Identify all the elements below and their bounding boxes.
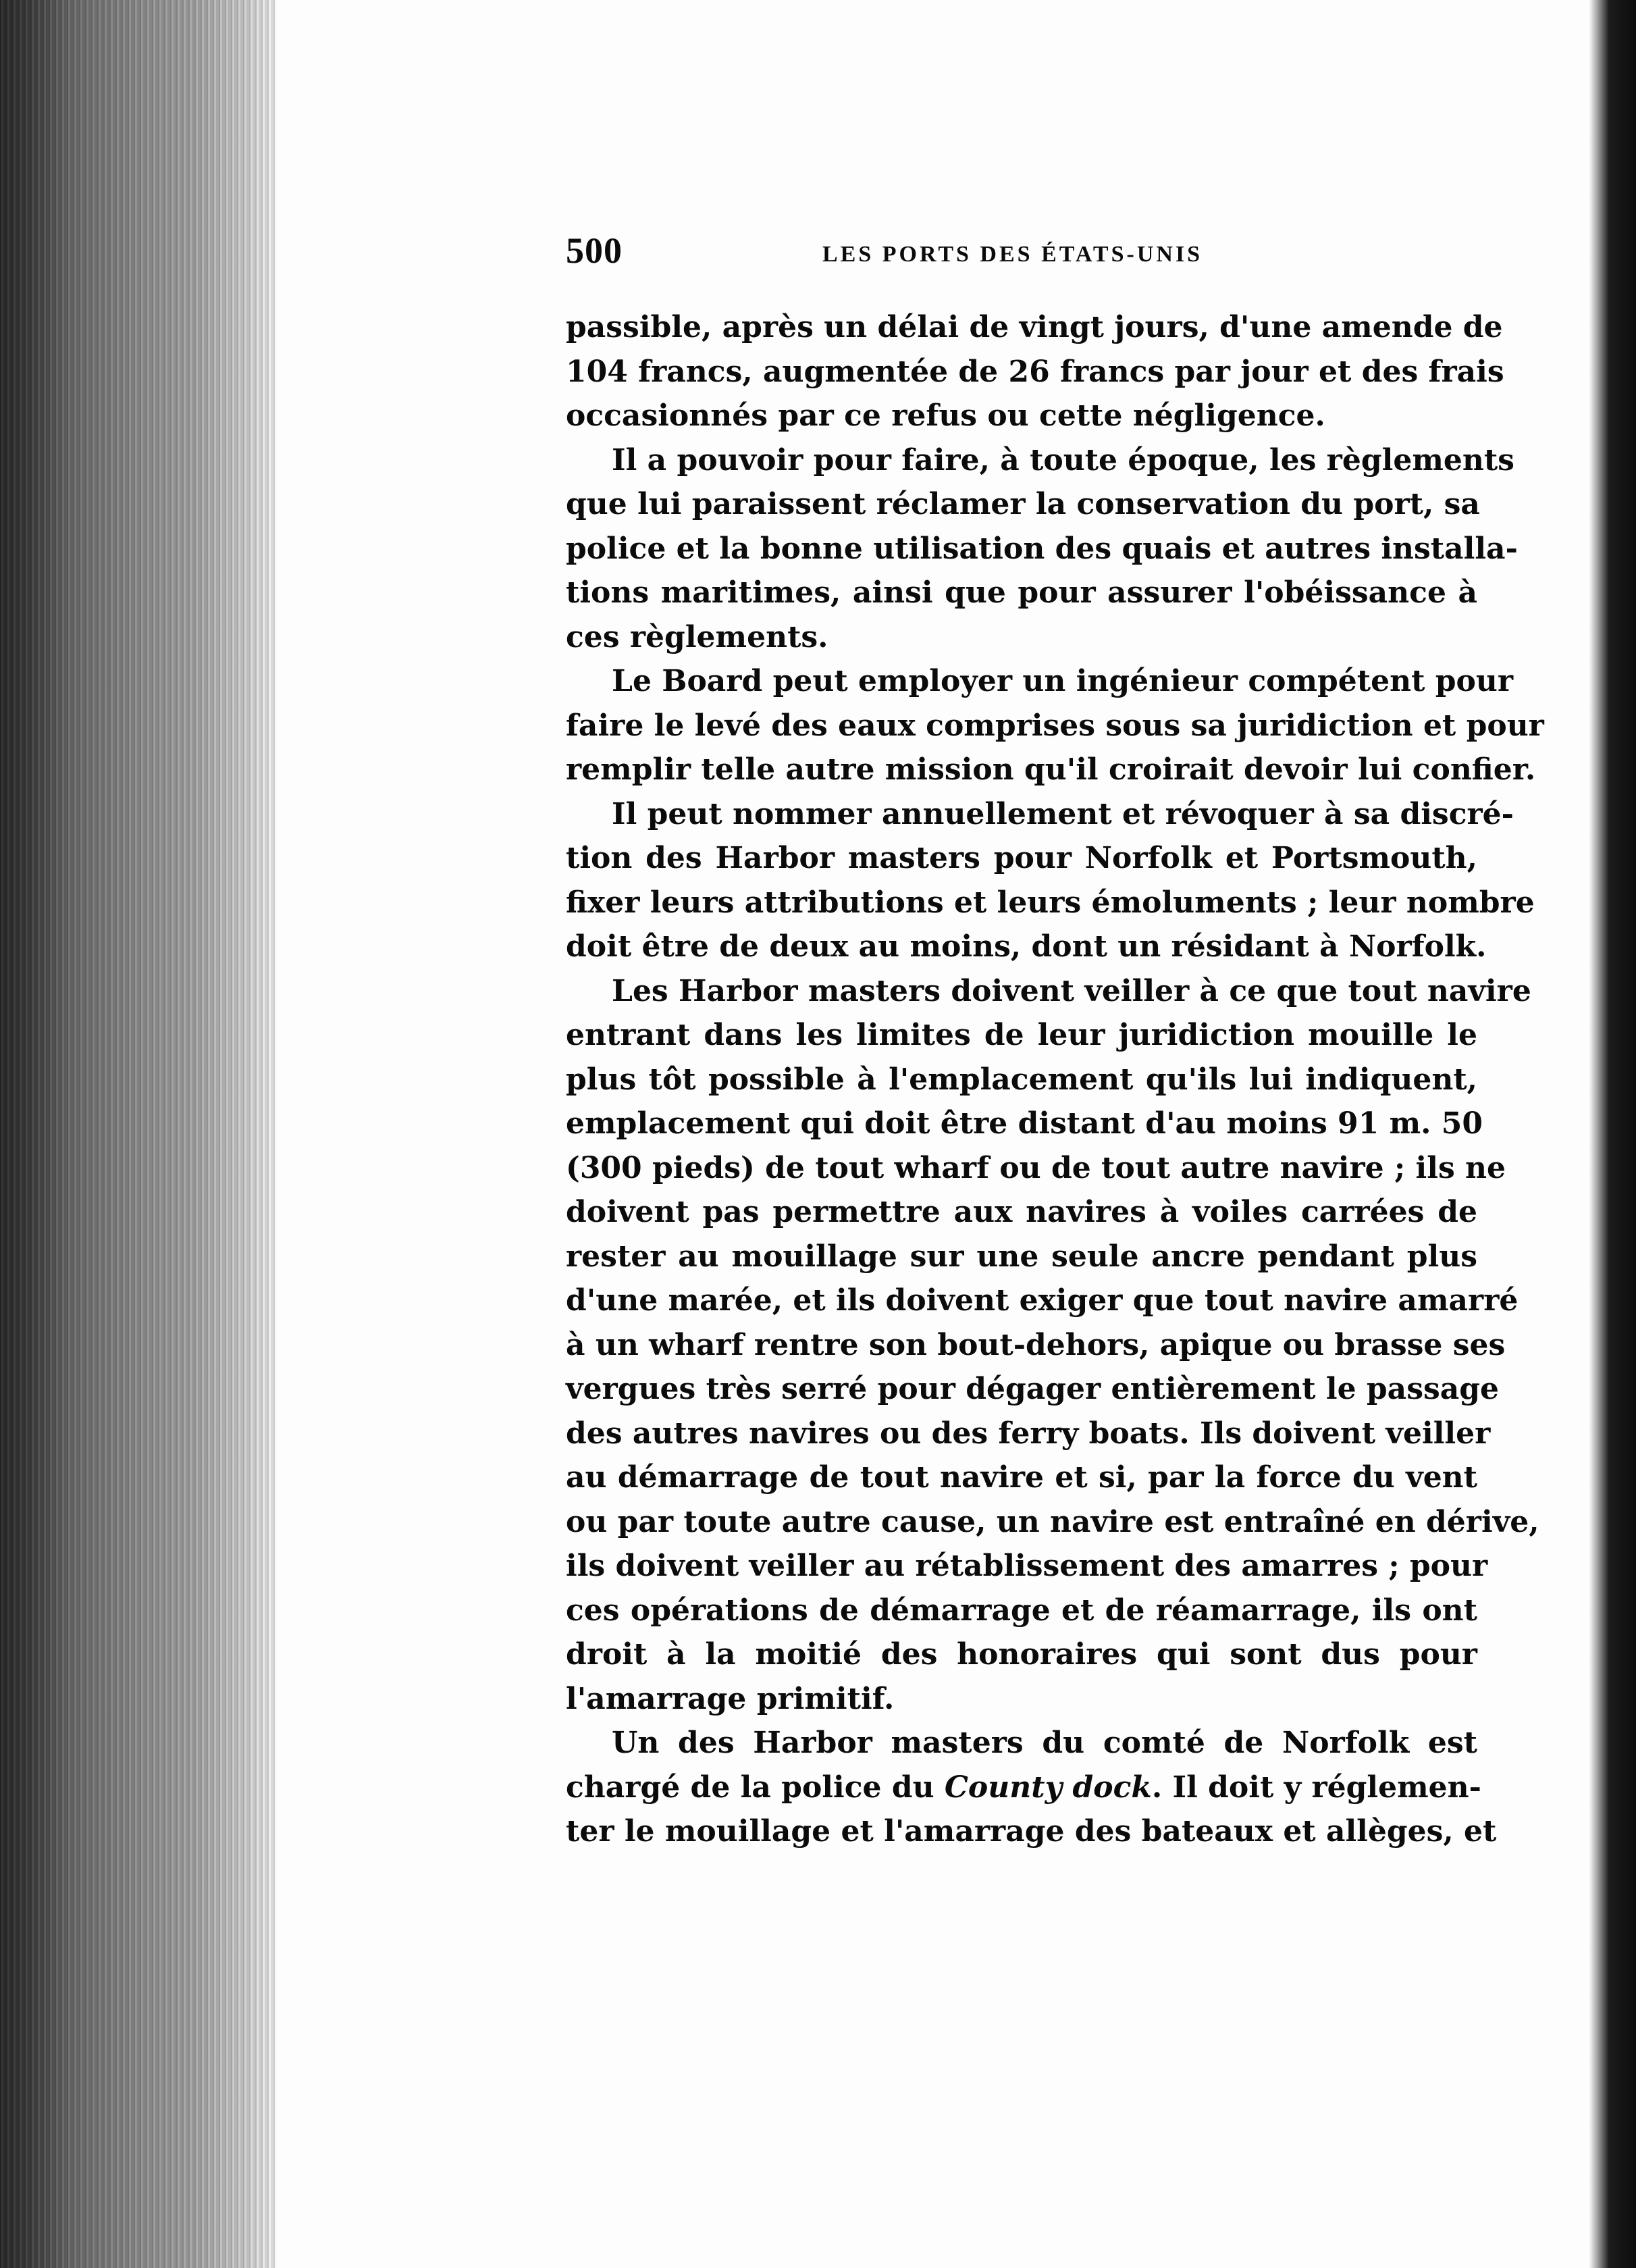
text-line: faire le levé des eaux comprises sous sa juridiction et pour xyxy=(566,708,1544,743)
text-line: l'amarrage primitif. xyxy=(566,1681,895,1716)
body-text xyxy=(566,305,1544,1854)
paragraph-4 xyxy=(566,792,1535,969)
text-line: ces règlements. xyxy=(566,619,828,654)
text-line: ces opérations de démarrage et de réamarrage, ils ont xyxy=(566,1593,1477,1628)
running-title: LES PORTS DES ÉTATS-UNIS xyxy=(822,242,1203,267)
text-line: ils doivent veiller au rétablissement des amarres ; pour xyxy=(566,1549,1488,1583)
text-line: au démarrage de tout navire et si, par la force du vent xyxy=(566,1460,1477,1495)
text-line: ter le mouillage et l'amarrage des bateaux et allèges, et xyxy=(566,1814,1497,1849)
text-line: doit être de deux au moins, dont un résidant à Norfolk. xyxy=(566,929,1487,964)
text-line: (300 pieds) de tout wharf ou de tout autre navire ; ils ne xyxy=(566,1150,1506,1185)
text-line: à un wharf rentre son bout-dehors, apique ou brasse ses xyxy=(566,1327,1506,1362)
text-line: police et la bonne utilisation des quais et autres installa- xyxy=(566,531,1518,566)
paragraph-2 xyxy=(566,438,1518,660)
text-line: Les Harbor masters doivent veiller à ce que tout navire xyxy=(612,973,1531,1008)
text-line: entrant dans les limites de leur juridiction mouille le xyxy=(566,1018,1477,1052)
text-line: que lui paraissent réclamer la conservation du port, sa xyxy=(566,487,1480,521)
text-fragment: chargé de la police du xyxy=(566,1770,945,1805)
text-line: ou par toute autre cause, un navire est entraîné en dérive, xyxy=(566,1504,1539,1539)
page-content xyxy=(566,230,1544,1849)
paragraph-5 xyxy=(566,969,1539,1722)
text-line: occasionnés par ce refus ou cette négligence. xyxy=(566,398,1325,433)
italic-term-county-dock: County dock xyxy=(944,1770,1152,1805)
text-line: Le Board peut employer un ingénieur compétent pour xyxy=(612,664,1514,698)
text-line: plus tôt possible à l'emplacement qu'ils lui indiquent, xyxy=(566,1062,1477,1097)
page-number: 500 xyxy=(566,230,623,271)
text-line: Un des Harbor masters du comté de Norfolk est xyxy=(612,1726,1477,1760)
paragraph-6 xyxy=(566,1721,1497,1854)
text-line: rester au mouillage sur une seule ancre pendant plus xyxy=(566,1239,1477,1274)
text-line xyxy=(566,1766,1481,1810)
page-header xyxy=(566,230,1477,284)
paragraph-3 xyxy=(566,659,1544,792)
text-fragment: . Il doit y réglemen- xyxy=(1151,1770,1481,1805)
text-line: droit à la moitié des honoraires qui sont dus pour xyxy=(566,1637,1477,1672)
text-line: Il a pouvoir pour faire, à toute époque, les règlements xyxy=(612,442,1514,478)
text-line: vergues très serré pour dégager entièrement le passage xyxy=(566,1372,1500,1406)
text-line: remplir telle autre mission qu'il croirait devoir lui confier. xyxy=(566,752,1536,787)
text-line: d'une marée, et ils doivent exiger que tout navire amarré xyxy=(566,1283,1519,1318)
scan-right-edge xyxy=(1589,0,1636,2268)
text-line: des autres navires ou des ferry boats. Ils doivent veiller xyxy=(566,1416,1491,1451)
text-line: doivent pas permettre aux navires à voiles carrées de xyxy=(566,1195,1477,1229)
text-line: tions maritimes, ainsi que pour assurer l'obéissance à xyxy=(566,575,1477,610)
text-line: passible, après un délai de vingt jours, d'une amende de xyxy=(566,310,1503,344)
text-line: emplacement qui doit être distant d'au moins 91 m. 50 xyxy=(566,1106,1483,1141)
text-line: tion des Harbor masters pour Norfolk et Portsmouth, xyxy=(566,841,1477,875)
paragraph-1 xyxy=(566,305,1504,438)
text-line: fixer leurs attributions et leurs émoluments ; leur nombre xyxy=(566,885,1535,920)
text-line: Il peut nommer annuellement et révoquer à sa discré- xyxy=(612,796,1514,831)
book-binding-edge xyxy=(0,0,277,2268)
text-line: 104 francs, augmentée de 26 francs par jour et des frais xyxy=(566,354,1504,389)
